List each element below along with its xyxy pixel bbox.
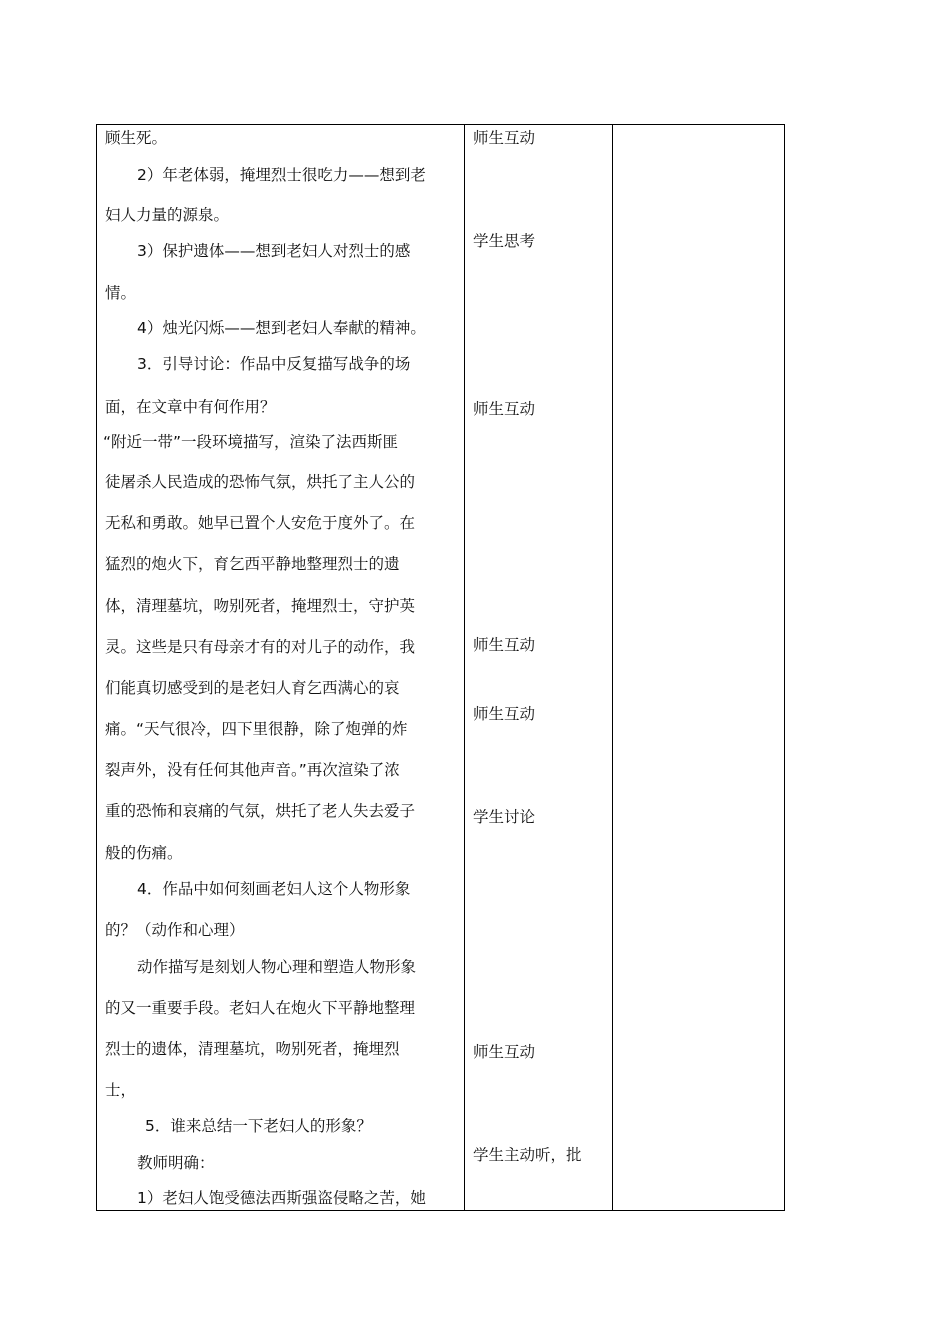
content-line: 重的恐怖和哀痛的气氛，烘托了老人失去爱子 (105, 802, 416, 820)
activity-label: 师生互动 (473, 636, 536, 654)
content-line: 3．引导讨论：作品中反复描写战争的场 (137, 355, 411, 373)
activity-label: 学生讨论 (473, 808, 536, 826)
content-line: 动作描写是刻划人物心理和塑造人物形象 (137, 958, 417, 976)
content-line: 灵。这些是只有母亲才有的对儿子的动作，我 (105, 638, 416, 656)
content-line: 的？（动作和心理） (105, 921, 245, 939)
column-divider (612, 125, 613, 1210)
activity-label: 师生互动 (473, 129, 536, 147)
content-line: 裂声外，没有任何其他声音。”再次渲染了浓 (105, 761, 400, 779)
activity-label: 师生互动 (473, 705, 536, 723)
column-divider (464, 125, 465, 1210)
content-line: 妇人力量的源泉。 (105, 206, 230, 224)
activity-label: 学生主动听，批 (473, 1146, 582, 1164)
content-line: 4）烛光闪烁——想到老妇人奉献的精神。 (137, 319, 426, 337)
content-line: 的又一重要手段。老妇人在炮火下平静地整理 (105, 999, 416, 1017)
activity-label: 师生互动 (473, 1043, 536, 1061)
content-line: 无私和勇敢。她早已置个人安危于度外了。在 (105, 514, 416, 532)
content-line: 5．谁来总结一下老妇人的形象？ (145, 1117, 372, 1135)
content-line: 士， (105, 1081, 137, 1099)
content-line: 猛烈的炮火下，育乞西平静地整理烈士的遗 (105, 555, 400, 573)
content-line: 徒屠杀人民造成的恐怖气氛，烘托了主人公的 (105, 473, 416, 491)
content-line: 顾生死。 (105, 129, 168, 147)
content-line: 情。 (105, 284, 137, 302)
content-line: 烈士的遗体，清理墓坑，吻别死者，掩埋烈 (105, 1040, 400, 1058)
content-line: 4．作品中如何刻画老妇人这个人物形象 (137, 880, 411, 898)
content-line: 教师明确： (137, 1154, 215, 1172)
content-line: 痛。“天气很冷，四下里很静，除了炮弹的炸 (105, 720, 408, 738)
content-line: “附近一带”一段环境描写，渲染了法西斯匪 (103, 433, 399, 451)
activity-label: 师生互动 (473, 400, 536, 418)
content-line: 们能真切感受到的是老妇人育乞西满心的哀 (105, 679, 400, 697)
content-line: 般的伤痛。 (105, 844, 183, 862)
content-line: 2）年老体弱，掩埋烈士很吃力——想到老 (137, 166, 426, 184)
content-line: 面，在文章中有何作用？ (105, 398, 276, 416)
activity-label: 学生思考 (473, 232, 536, 250)
content-line: 1）老妇人饱受德法西斯强盗侵略之苦，她 (137, 1189, 426, 1207)
content-line: 3）保护遗体——想到老妇人对烈士的感 (137, 242, 411, 260)
content-line: 体，清理墓坑，吻别死者，掩埋烈士，守护英 (105, 597, 416, 615)
